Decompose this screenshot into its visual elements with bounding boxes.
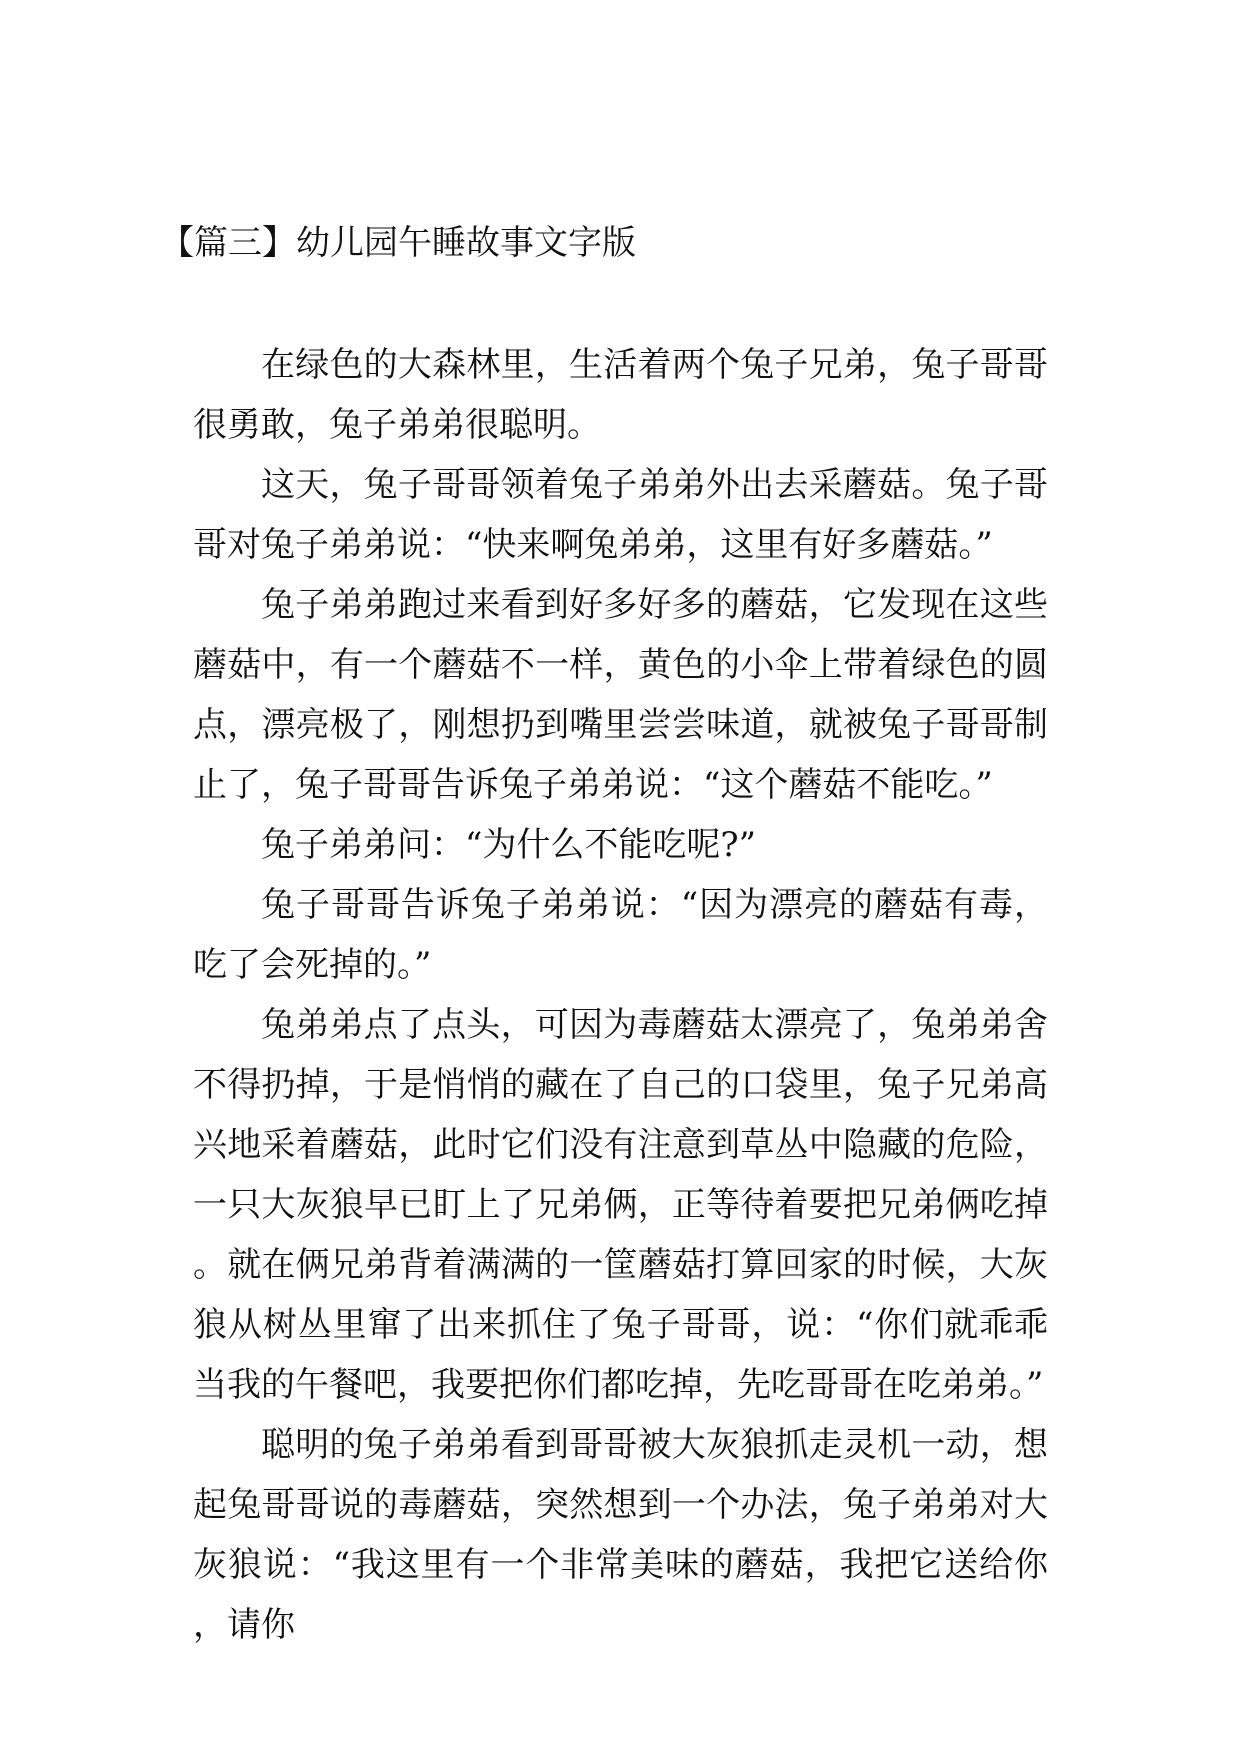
document-body	[193, 335, 1048, 1655]
paragraph: 兔子哥哥告诉兔子弟弟说：“因为漂亮的蘑菇有毒，吃了会死掉的。”	[193, 885, 1048, 985]
paragraph: 这天，兔子哥哥领着兔子弟弟外出去采蘑菇。兔子哥哥对兔子弟弟说：“快来啊兔弟弟，这里有好多蘑菇。”	[193, 465, 1048, 565]
paragraph: 在绿色的大森林里，生活着两个兔子兄弟，兔子哥哥很勇敢，兔子弟弟很聪明。	[193, 345, 1048, 445]
paragraph: 兔子弟弟问：“为什么不能吃呢?”	[261, 825, 756, 865]
paragraph: 聪明的兔子弟弟看到哥哥被大灰狼抓走灵机一动，想起兔哥哥说的毒蘑菇，突然想到一个办法，兔子弟弟对大灰狼说：“我这里有一个非常美味的蘑菇，我把它送给你，请你	[193, 1425, 1048, 1645]
paragraph: 兔子弟弟跑过来看到好多好多的蘑菇，它发现在这些蘑菇中，有一个蘑菇不一样，黄色的小伞上带着绿色的圆点，漂亮极了，刚想扔到嘴里尝尝味道，就被兔子哥哥制止了，兔子哥哥告诉兔子弟弟说：“这个蘑菇不能吃。”	[193, 585, 1048, 805]
paragraph: 兔弟弟点了点头，可因为毒蘑菇太漂亮了，兔弟弟舍不得扔掉，于是悄悄的藏在了自己的口袋里，兔子兄弟高兴地采着蘑菇，此时它们没有注意到草丛中隐藏的危险，一只大灰狼早已盯上了兄弟俩，正等待着要把兄弟俩吃掉。就在俩兄弟背着满满的一筐蘑菇打算回家的时候，大灰狼从树丛里窜了出来抓住了兔子哥哥，说：“你们就乖乖当我的午餐吧，我要把你们都吃掉，先吃哥哥在吃弟弟。”	[193, 1005, 1048, 1405]
document-title: 【篇三】幼儿园午睡故事文字版	[160, 223, 636, 263]
